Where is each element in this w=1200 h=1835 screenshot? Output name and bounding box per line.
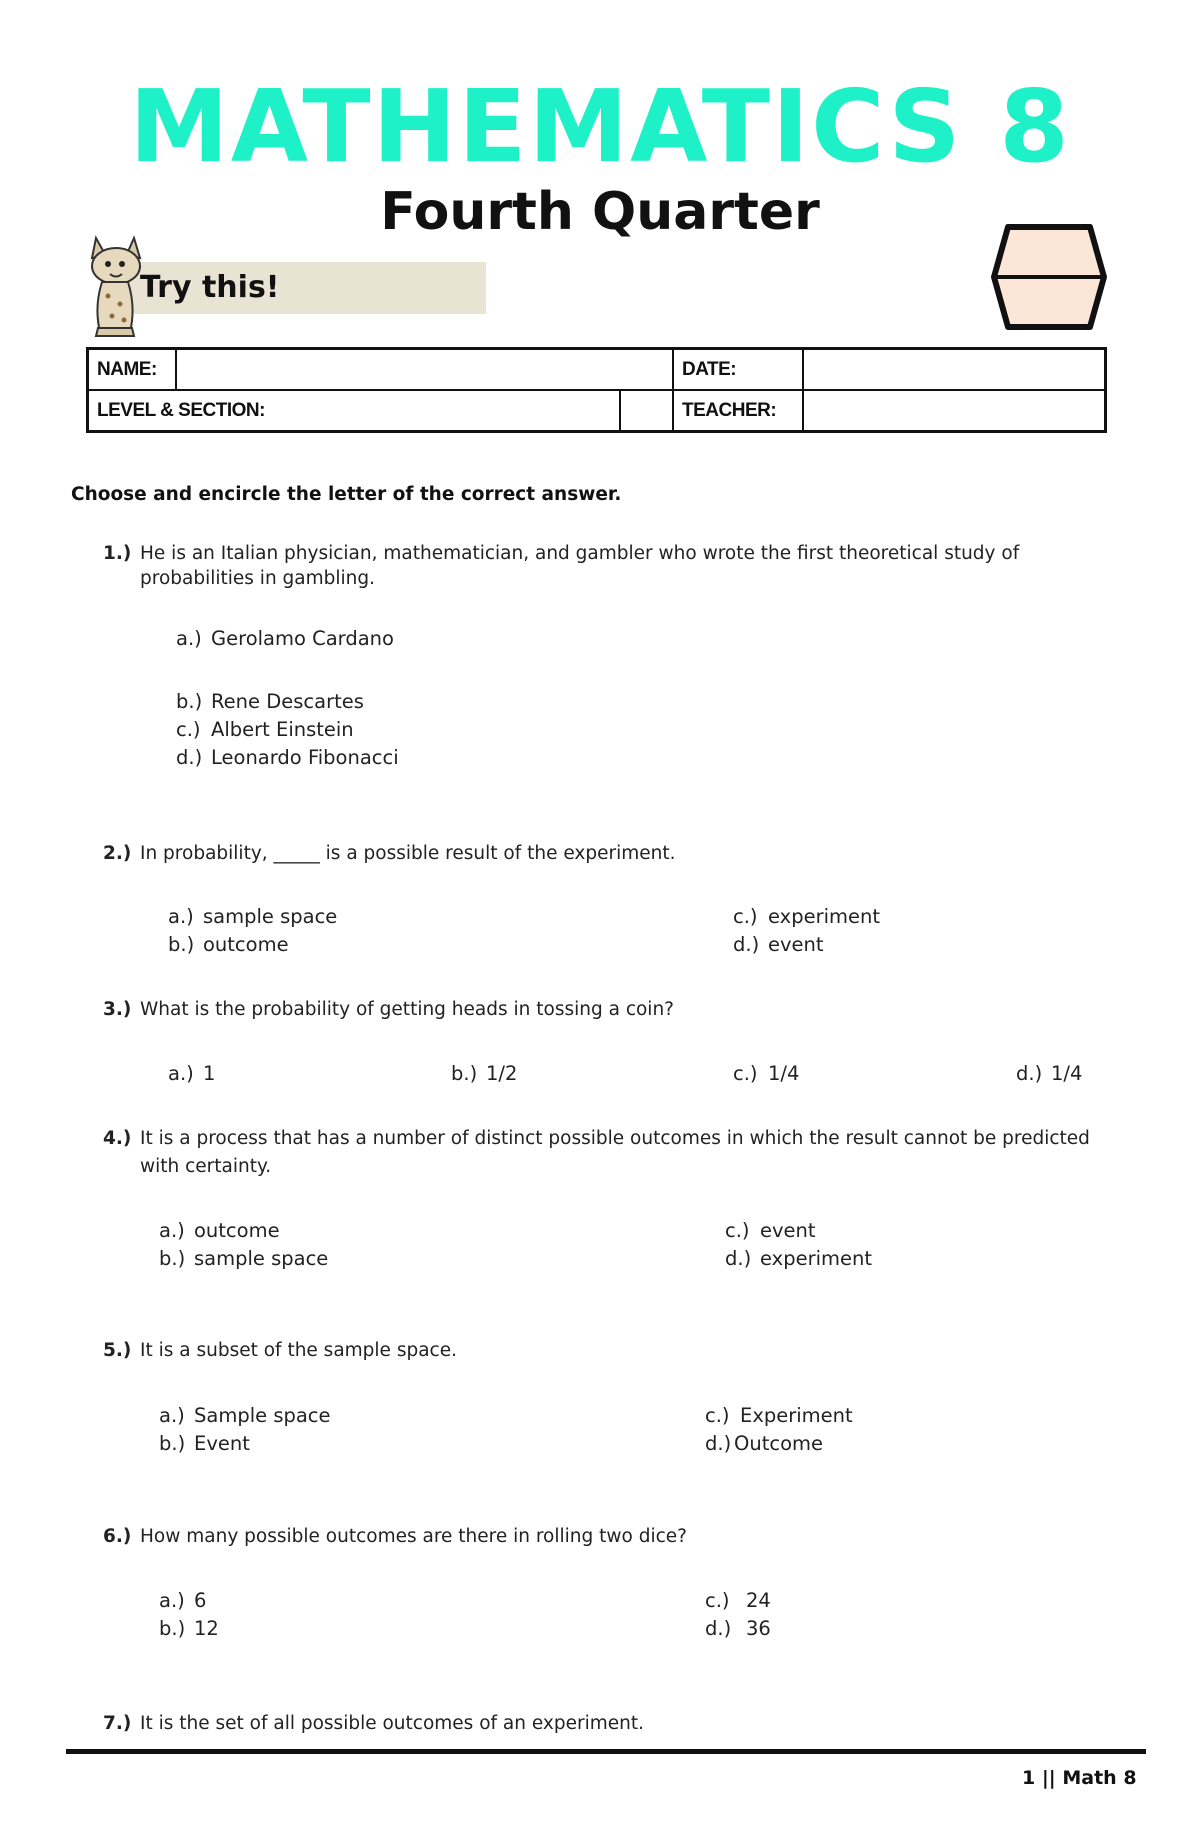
option-letter[interactable]: b.) <box>159 1247 186 1270</box>
question-text: with certainty. <box>140 1156 272 1177</box>
option-text: 6 <box>194 1589 207 1612</box>
option-letter[interactable]: d.) <box>176 746 203 769</box>
option-text: Event <box>194 1432 250 1455</box>
date-label: DATE: <box>673 349 803 391</box>
option-text: Sample space <box>194 1404 331 1427</box>
option-text: sample space <box>203 905 338 928</box>
footer-separator: || <box>1041 1767 1056 1789</box>
course-name: Math 8 <box>1062 1767 1137 1789</box>
option-text: 12 <box>194 1617 219 1640</box>
option-letter[interactable]: b.) <box>159 1617 186 1640</box>
option-letter[interactable]: c.) <box>176 718 201 741</box>
option-text: outcome <box>194 1219 280 1242</box>
name-label: NAME: <box>88 349 177 391</box>
option-text: Rene Descartes <box>211 690 364 713</box>
option-letter[interactable]: d.) <box>1016 1062 1043 1085</box>
option-text: Outcome <box>734 1432 823 1455</box>
option-letter[interactable]: b.) <box>159 1432 186 1455</box>
name-field[interactable] <box>176 349 673 391</box>
question-number: 3.) <box>103 999 132 1020</box>
question-number: 6.) <box>103 1526 132 1547</box>
option-letter[interactable]: b.) <box>176 690 203 713</box>
question-number: 4.) <box>103 1128 132 1149</box>
page-footer <box>1022 1764 1137 1792</box>
option-letter[interactable]: a.) <box>168 1062 194 1085</box>
level-section-field[interactable] <box>620 390 673 432</box>
option-letter[interactable]: a.) <box>176 627 202 650</box>
question-text: It is a subset of the sample space. <box>140 1340 457 1361</box>
option-letter[interactable]: c.) <box>705 1589 730 1612</box>
question-text: It is a process that has a number of distinct possible outcomes in which the result cannot be predicted <box>140 1128 1090 1149</box>
option-text: Experiment <box>740 1404 853 1427</box>
option-letter[interactable]: d.) <box>705 1432 732 1455</box>
student-info-table <box>86 347 1107 433</box>
instructions: Choose and encircle the letter of the correct answer. <box>71 484 622 505</box>
option-letter[interactable]: a.) <box>159 1219 185 1242</box>
question-number: 7.) <box>103 1713 132 1734</box>
question-text: What is the probability of getting heads in tossing a coin? <box>140 999 674 1020</box>
option-text: 1/2 <box>486 1062 518 1085</box>
question-text: probabilities in gambling. <box>140 568 376 589</box>
option-text: 1/4 <box>1051 1062 1083 1085</box>
question-text: How many possible outcomes are there in rolling two dice? <box>140 1526 687 1547</box>
option-text: 1 <box>203 1062 216 1085</box>
question-text: He is an Italian physician, mathematician, and gambler who wrote the first theoretical study of <box>140 543 1020 564</box>
question-number: 5.) <box>103 1340 132 1361</box>
teacher-label: TEACHER: <box>673 390 803 432</box>
option-letter[interactable]: b.) <box>168 933 195 956</box>
option-text: event <box>760 1219 816 1242</box>
try-this-label: Try this! <box>140 270 280 305</box>
option-text: Albert Einstein <box>211 718 354 741</box>
option-text: experiment <box>760 1247 873 1270</box>
option-text: 24 <box>746 1589 771 1612</box>
option-letter[interactable]: b.) <box>451 1062 478 1085</box>
cat-mascot-icon <box>82 232 148 338</box>
option-letter[interactable]: a.) <box>168 905 194 928</box>
option-letter[interactable]: a.) <box>159 1404 185 1427</box>
option-letter[interactable]: a.) <box>159 1589 185 1612</box>
page-title: MATHEMATICS 8 <box>129 68 1071 185</box>
question-number: 1.) <box>103 543 132 564</box>
box-icon <box>990 222 1108 332</box>
option-letter[interactable]: c.) <box>725 1219 750 1242</box>
option-text: 1/4 <box>768 1062 800 1085</box>
level-section-label: LEVEL & SECTION: <box>88 390 620 432</box>
option-text: outcome <box>203 933 289 956</box>
option-letter[interactable]: d.) <box>725 1247 752 1270</box>
option-text: Leonardo Fibonacci <box>211 746 399 769</box>
option-letter[interactable]: c.) <box>733 1062 758 1085</box>
option-letter[interactable]: c.) <box>733 905 758 928</box>
page-number: 1 <box>1022 1767 1036 1789</box>
footer-divider <box>66 1749 1146 1754</box>
option-text: Gerolamo Cardano <box>211 627 394 650</box>
option-text: event <box>768 933 824 956</box>
option-text: sample space <box>194 1247 329 1270</box>
question-text: In probability, _____ is a possible result of the experiment. <box>140 843 676 864</box>
option-letter[interactable]: d.) <box>705 1617 732 1640</box>
date-field[interactable] <box>803 349 1106 391</box>
option-letter[interactable]: d.) <box>733 933 760 956</box>
question-number: 2.) <box>103 843 132 864</box>
option-letter[interactable]: c.) <box>705 1404 730 1427</box>
teacher-field[interactable] <box>803 390 1106 432</box>
page-subtitle: Fourth Quarter <box>380 182 820 242</box>
option-text: experiment <box>768 905 881 928</box>
option-text: 36 <box>746 1617 771 1640</box>
question-text: It is the set of all possible outcomes of an experiment. <box>140 1713 644 1734</box>
